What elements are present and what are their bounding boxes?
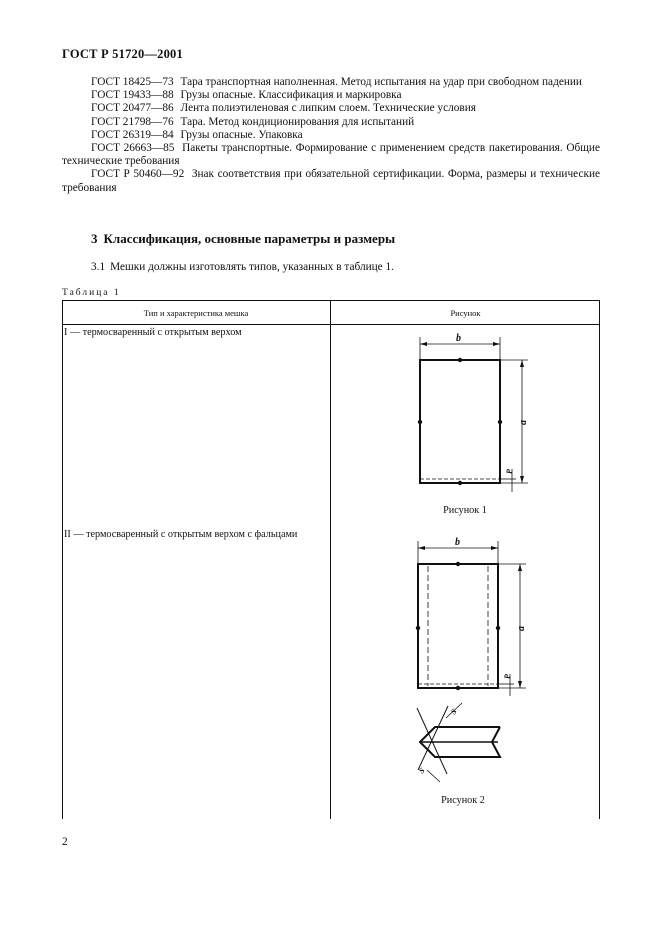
fig2-height-label: a xyxy=(516,626,527,631)
table-caption: Таблица 1 xyxy=(62,288,121,298)
fig2-seam-label: P xyxy=(503,674,512,679)
reference-text: Лента полиэтиленовая с липким слоем. Технические условия xyxy=(180,102,476,115)
section-title-text: Классификация, основные параметры и размеры xyxy=(103,231,396,246)
reference-code: ГОСТ 26663—85 xyxy=(91,142,175,155)
fig2-width-label: b xyxy=(455,537,460,548)
table-row-type-2: II — термосваренный с открытым верхом с фальцами xyxy=(64,529,298,540)
reference-code: ГОСТ 19433—88 xyxy=(91,89,174,102)
fold-bottom-label: S xyxy=(417,765,427,776)
reference-text: Грузы опасные. Классификация и маркировка xyxy=(180,89,402,102)
figure-2-caption: Рисунок 2 xyxy=(441,795,485,806)
figure-labels xyxy=(417,333,529,775)
table-header-type: Тип и характеристика мешка xyxy=(143,308,249,318)
reference-code: ГОСТ 21798—76 xyxy=(91,115,174,128)
reference-text: Грузы опасные. Упаковка xyxy=(180,128,303,141)
fold-detail xyxy=(417,703,500,782)
paragraph-text: Мешки должны изготовлять типов, указанных в таблице 1. xyxy=(110,261,394,273)
figure-1 xyxy=(418,337,528,492)
table-header-figure: Рисунок xyxy=(450,308,481,318)
reference-code: ГОСТ Р 50460—92 xyxy=(91,168,185,181)
reference-text: Знак соответствия при обязательной сертификации. Форма, размеры и технические требования xyxy=(62,168,601,194)
reference-code: ГОСТ 20477—86 xyxy=(91,102,174,115)
fig1-width-label: b xyxy=(456,333,461,344)
reference-text: Пакеты транспортные. Формирование с применением средств пакетирования. Общие технические требования xyxy=(62,142,600,168)
fig1-height-label: a xyxy=(518,420,529,425)
page-number: 2 xyxy=(62,836,68,848)
section-number: 3 xyxy=(91,231,98,246)
reference-code: ГОСТ 18425—73 xyxy=(91,76,174,88)
paragraph-number: 3.1 xyxy=(91,261,106,273)
reference-text: Тара транспортная наполненная. Метод испытания на удар при свободном падении xyxy=(180,76,582,88)
figure-1-caption: Рисунок 1 xyxy=(443,505,487,516)
reference-code: ГОСТ 26319—84 xyxy=(91,128,174,141)
figure-2 xyxy=(416,541,526,696)
fold-top-label: S xyxy=(449,706,459,717)
reference-text: Тара. Метод кондиционирования для испытаний xyxy=(180,115,415,128)
table-row-type-1: I — термосваренный с открытым верхом xyxy=(64,327,242,338)
document-code-header: ГОСТ Р 51720—2001 xyxy=(62,47,183,61)
fig1-seam-label: P xyxy=(505,469,514,474)
